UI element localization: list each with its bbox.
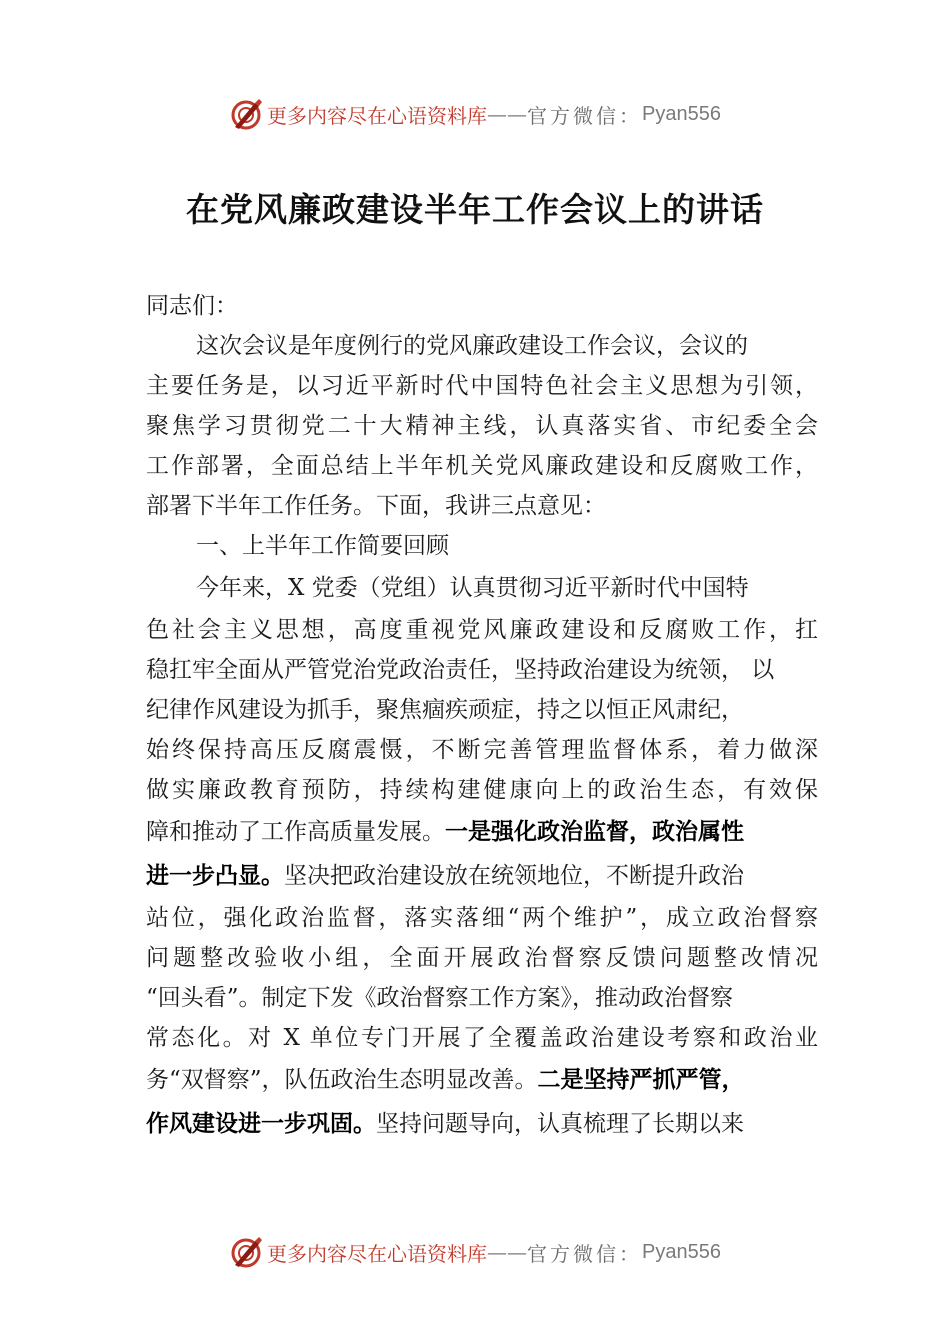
- footer-watermark-banner: [0, 1232, 950, 1272]
- paragraph-text: 障和推动了工作高质量发展。: [146, 819, 445, 845]
- bold-emphasis: 二是坚持严抓严管，: [537, 1067, 745, 1093]
- paragraph-line: 常态化。对 X 单位专门开展了全覆盖政治建设考察和政治业: [146, 1025, 818, 1051]
- paragraph-line: 稳扛牢全面从严管党治党政治责任，坚持政治建设为统领， 以: [146, 657, 775, 683]
- paragraph-line-mixed: [146, 854, 818, 898]
- paragraph-text: 坚持问题导向，认真梳理了长期以来: [376, 1111, 744, 1137]
- pen-on-circle-logo-icon: [229, 97, 263, 131]
- banner-main-text: 更多内容尽在心语资料库: [267, 1241, 488, 1266]
- paragraph-line-mixed: [146, 1058, 818, 1102]
- paragraph-line: 部署下半年工作任务。下面，我讲三点意见：: [146, 493, 606, 519]
- bold-emphasis: 一是强化政治监督，政治属性: [445, 819, 744, 845]
- paragraph-text: 坚决把政治建设放在统领地位，不断提升政治: [284, 863, 744, 889]
- paragraph-line-mixed: [146, 1102, 818, 1146]
- paragraph-line-mixed: [146, 810, 818, 854]
- banner-main-text: 更多内容尽在心语资料库: [267, 103, 488, 128]
- banner-wechat-label: 官方微信：: [527, 103, 643, 128]
- banner-separator: ——: [487, 1240, 528, 1264]
- bold-emphasis: 进一步凸显。: [146, 863, 284, 889]
- banner-wechat-id: Pyan556: [642, 102, 721, 125]
- paragraph-line: 纪律作风建设为抓手，聚焦痼疾顽症，持之以恒正风肃纪，: [146, 697, 744, 723]
- paragraph-line: “回头看”。制定下发《政治督察工作方案》，推动政治督察: [146, 985, 734, 1011]
- document-body: [146, 286, 818, 1146]
- paragraph-line: 问题整改验收小组，全面开展政治督察反馈问题整改情况: [146, 945, 818, 971]
- banner-wechat-label: 官方微信：: [527, 1241, 643, 1266]
- paragraph-line: 色社会主义思想，高度重视党风廉政建设和反腐败工作，扛: [146, 617, 818, 643]
- paragraph-line: 始终保持高压反腐震慑，不断完善管理监督体系，着力做深: [146, 737, 818, 763]
- bold-emphasis: 作风建设进一步巩固。: [146, 1111, 376, 1137]
- paragraph-text: 务“双督察”，队伍政治生态明显改善。: [146, 1067, 538, 1093]
- paragraph-line: 聚焦学习贯彻党二十大精神主线，认真落实省、市纪委全会: [146, 413, 818, 439]
- paragraph-line: 站位，强化政治监督，落实落细“两个维护”，成立政治督察: [146, 905, 818, 931]
- paragraph-line: 工作部署，全面总结上半年机关党风廉政建设和反腐败工作，: [146, 453, 818, 479]
- paragraph-line: 今年来，X 党委（党组）认真贯彻习近平新时代中国特: [196, 575, 749, 601]
- paragraph-line: 这次会议是年度例行的党风廉政建设工作会议，会议的: [196, 333, 748, 359]
- pen-on-circle-logo-icon: [229, 1235, 263, 1269]
- paragraph-line: 做实廉政教育预防，持续构建健康向上的政治生态，有效保: [146, 777, 818, 803]
- paragraph-line: 主要任务是，以习近平新时代中国特色社会主义思想为引领，: [146, 373, 818, 399]
- banner-wechat-id: Pyan556: [642, 1240, 721, 1263]
- document-title: 在党风廉政建设半年工作会议上的讲话: [186, 190, 764, 229]
- section-heading: 一、上半年工作简要回顾: [196, 533, 449, 559]
- header-watermark-banner: [0, 94, 950, 134]
- banner-separator: ——: [487, 102, 528, 126]
- salutation: 同志们：: [146, 293, 238, 319]
